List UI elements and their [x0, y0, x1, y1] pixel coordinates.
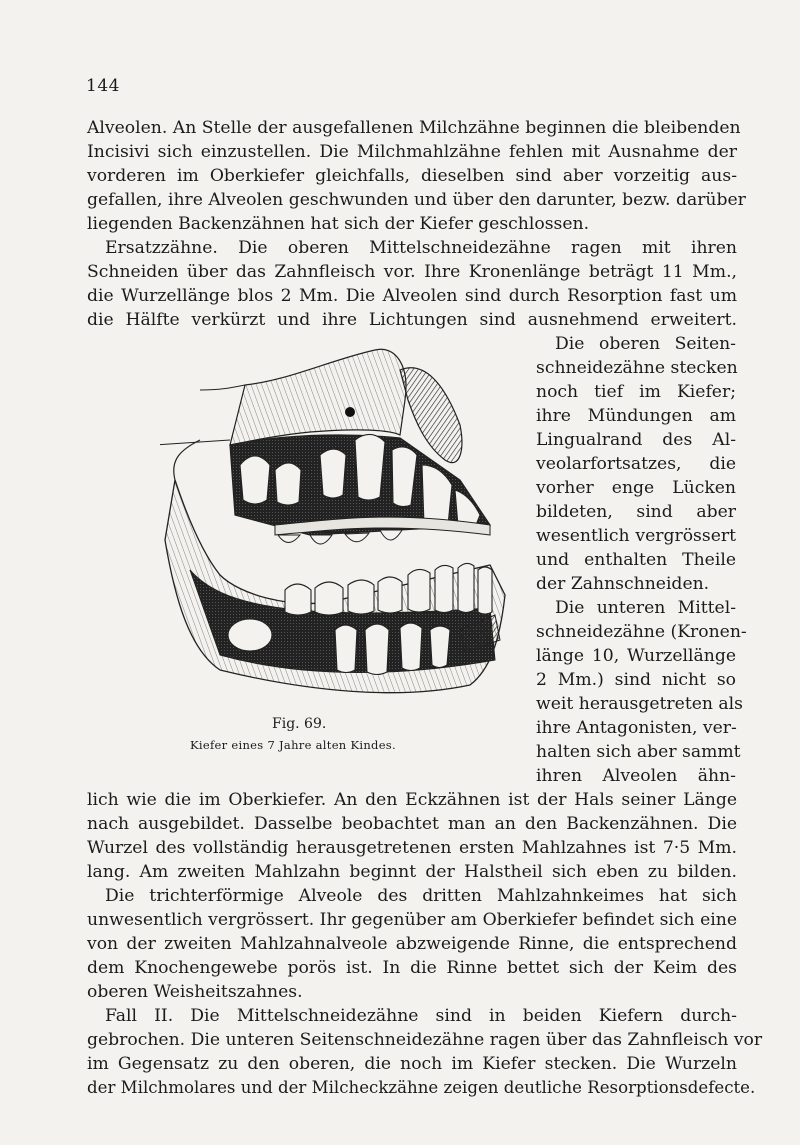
text-line: von der zweiten Mahlzahnalveole abzweigende Rinne, die entsprechend	[87, 934, 737, 954]
text-line: vorderen im Oberkiefer gleichfalls, dieselben sind aber vorzeitig aus-	[87, 166, 737, 186]
side-text-line: schneidezähne stecken	[536, 358, 738, 378]
text-line: Wurzel des vollständig herausgetretenen ersten Mahlzahnes ist 7·5 Mm.	[87, 838, 737, 858]
text-line: Ersatzzähne. Die oberen Mittelschneidezähne ragen mit ihren	[105, 238, 737, 258]
side-text-line: Die unteren Mittel-	[555, 598, 736, 618]
text-line: nach ausgebildet. Dasselbe beobachtet man an den Backenzähnen. Die	[87, 814, 737, 834]
text-line: Alveolen. An Stelle der ausgefallenen Milchzähne beginnen die bleibenden	[87, 118, 741, 138]
text-line: die Hälfte verkürzt und ihre Lichtungen sind ausnehmend erweitert.	[87, 310, 737, 330]
side-text-line: länge 10, Wurzellänge	[536, 646, 736, 666]
figure-label: Fig. 69.	[272, 716, 327, 732]
figure-jaw-illustration	[160, 340, 520, 710]
text-line: liegenden Backenzähnen hat sich der Kiefer geschlossen.	[87, 214, 590, 234]
side-text-line: Die oberen Seiten-	[555, 334, 736, 354]
side-text-line: noch tief im Kiefer;	[536, 382, 736, 402]
figure-caption: Kiefer eines 7 Jahre alten Kindes.	[190, 738, 396, 752]
text-line: dem Knochengewebe porös ist. In die Rinne bettet sich der Keim des	[87, 958, 737, 978]
text-line: lang. Am zweiten Mahlzahn beginnt der Halstheil sich eben zu bilden.	[87, 862, 737, 882]
text-line: Fall II. Die Mittelschneidezähne sind in beiden Kiefern durch-	[105, 1006, 737, 1026]
side-text-line: ihre Mündungen am	[536, 406, 736, 426]
text-line: oberen Weisheitszahnes.	[87, 982, 303, 1002]
side-text-line: schneidezähne (Kronen-	[536, 622, 747, 642]
side-text-line: halten sich aber sammt	[536, 742, 741, 762]
text-line: der Milchmolares und der Milcheckzähne zeigen deutliche Resorptionsdefecte.	[87, 1078, 756, 1097]
side-text-line: weit herausgetreten als	[536, 694, 743, 714]
text-line: die Wurzellänge blos 2 Mm. Die Alveolen sind durch Resorption fast um	[87, 286, 737, 306]
side-text-line: veolarfortsatzes, die	[536, 454, 736, 474]
text-line: Schneiden über das Zahnfleisch vor. Ihre Kronenlänge beträgt 11 Mm.,	[87, 262, 737, 282]
page-number: 144	[86, 76, 120, 96]
text-line: gefallen, ihre Alveolen geschwunden und über den darunter, bezw. darüber	[87, 190, 746, 210]
side-text-line: ihre Antagonisten, ver-	[536, 718, 737, 738]
side-text-line: bildeten, sind aber	[536, 502, 736, 522]
text-line: unwesentlich vergrössert. Ihr gegenüber am Oberkiefer befindet sich eine	[87, 910, 737, 930]
text-line: lich wie die im Oberkiefer. An den Eckzähnen ist der Hals seiner Länge	[87, 790, 737, 810]
jaw-engraving	[160, 340, 520, 710]
side-text-line: 2 Mm.) sind nicht so	[536, 670, 736, 690]
side-text-line: vorher enge Lücken	[536, 478, 736, 498]
text-line: gebrochen. Die unteren Seitenschneidezähne ragen über das Zahnfleisch vor	[87, 1030, 763, 1050]
side-text-line: wesentlich vergrössert	[536, 526, 736, 546]
text-line: Incisivi sich einzustellen. Die Milchmahlzähne fehlen mit Ausnahme der	[87, 142, 737, 162]
side-text-line: Lingualrand des Al-	[536, 430, 736, 450]
side-text-line: ihren Alveolen ähn-	[536, 766, 736, 786]
text-line: im Gegensatz zu den oberen, die noch im Kiefer stecken. Die Wurzeln	[87, 1054, 737, 1074]
side-text-line: und enthalten Theile	[536, 550, 736, 570]
side-text-line: der Zahnschneiden.	[536, 574, 710, 594]
text-line: Die trichterförmige Alveole des dritten Mahlzahnkeimes hat sich	[105, 886, 737, 906]
